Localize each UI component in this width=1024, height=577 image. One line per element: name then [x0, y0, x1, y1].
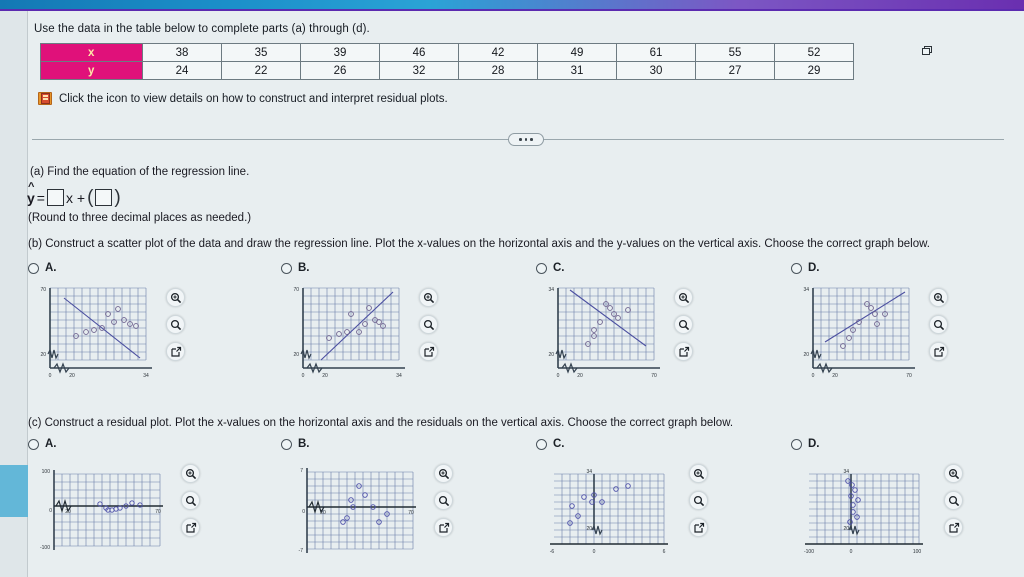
svg-text:6: 6	[662, 549, 666, 555]
radio-part-b-d[interactable]	[791, 263, 802, 274]
part-b-choice-b[interactable]	[281, 262, 438, 379]
radio-part-c-d[interactable]	[791, 439, 802, 450]
part-c-graph-a[interactable]	[28, 460, 173, 560]
cell-y-8: 29	[775, 62, 854, 80]
part-b-c-tools	[674, 288, 693, 361]
zoom-in-icon[interactable]	[944, 464, 963, 483]
svg-text:20: 20	[40, 352, 46, 358]
zoom-out-icon[interactable]	[929, 315, 948, 334]
close-paren: )	[114, 187, 121, 208]
part-c-question: (c) Construct a residual plot. Plot the x-values on the horizontal axis and the residuals on the vertical axis. Choose the correct graph below.	[28, 417, 734, 429]
part-c-b-tools	[434, 464, 453, 537]
part-b-choice-a-label: A.	[45, 262, 57, 274]
part-b-a-tools	[166, 288, 185, 361]
svg-text:20: 20	[548, 352, 554, 358]
svg-text:-100: -100	[39, 545, 50, 551]
svg-text:0: 0	[302, 509, 305, 515]
cell-y-7: 27	[696, 62, 775, 80]
zoom-in-icon[interactable]	[419, 288, 438, 307]
intercept-input[interactable]	[95, 189, 112, 206]
zoom-out-icon[interactable]	[674, 315, 693, 334]
part-b-graph-d[interactable]	[791, 284, 921, 379]
part-b-choice-c[interactable]	[536, 262, 693, 379]
book-icon[interactable]	[38, 92, 52, 105]
cell-x-3: 46	[380, 44, 459, 62]
cell-y-4: 28	[459, 62, 538, 80]
svg-text:20: 20	[832, 373, 838, 379]
svg-text:70: 70	[651, 373, 657, 379]
svg-text:70: 70	[293, 287, 299, 293]
zoom-out-icon[interactable]	[181, 491, 200, 510]
part-c-choice-c-label: C.	[553, 438, 565, 450]
cell-y-2: 26	[301, 62, 380, 80]
part-c-choice-a-label: A.	[45, 438, 57, 450]
part-c-a-tools	[181, 464, 200, 537]
zoom-out-icon[interactable]	[166, 315, 185, 334]
svg-text:-100: -100	[803, 549, 815, 555]
part-b-choice-d-label: D.	[808, 262, 820, 274]
cell-x-7: 55	[696, 44, 775, 62]
table-row-y	[41, 62, 854, 80]
intro-text: Use the data in the table below to complete parts (a) through (d).	[34, 23, 370, 35]
svg-text:100: 100	[41, 469, 50, 475]
svg-text:34: 34	[143, 373, 149, 379]
svg-text:20: 20	[320, 510, 326, 516]
part-c-d-tools	[944, 464, 963, 537]
part-c-choice-b-label: B.	[298, 438, 310, 450]
part-b-question: (b) Construct a scatter plot of the data and draw the regression line. Plot the x-values on the horizontal axis and the y-values on the vertical axis. Choose the correct graph below.	[28, 238, 930, 250]
cell-x-5: 49	[538, 44, 617, 62]
svg-text:20: 20	[69, 373, 75, 379]
equals-sign: =	[36, 189, 45, 206]
svg-text:20: 20	[293, 352, 299, 358]
more-options-button[interactable]	[508, 133, 544, 146]
svg-text:-7: -7	[298, 548, 303, 554]
residual-help-note[interactable]	[38, 92, 448, 105]
part-b-graph-a[interactable]	[28, 284, 158, 379]
open-in-new-icon[interactable]	[929, 342, 948, 361]
cell-y-6: 30	[617, 62, 696, 80]
zoom-out-icon[interactable]	[944, 491, 963, 510]
table-header-x: x	[41, 44, 143, 62]
cell-x-0: 38	[143, 44, 222, 62]
part-b-choice-b-label: B.	[298, 262, 310, 274]
part-c-graph-b[interactable]	[281, 460, 426, 560]
svg-text:70: 70	[906, 373, 912, 379]
svg-text:34: 34	[396, 373, 402, 379]
left-gutter-highlight	[0, 465, 28, 517]
part-c-choice-a[interactable]	[28, 438, 200, 560]
svg-text:0: 0	[592, 549, 596, 555]
cell-x-4: 42	[459, 44, 538, 62]
table-header-y: y	[41, 62, 143, 80]
part-a-round-note: (Round to three decimal places as needed.)	[28, 212, 252, 224]
part-c-choice-d[interactable]	[791, 438, 963, 560]
slope-input[interactable]	[47, 189, 64, 206]
copy-table-icon[interactable]	[922, 46, 933, 56]
data-table	[40, 43, 854, 80]
svg-text:0: 0	[301, 373, 305, 379]
part-c-graph-c[interactable]	[536, 460, 681, 560]
svg-text:70: 70	[155, 509, 161, 515]
book-note-text: Click the icon to view details on how to construct and interpret residual plots.	[59, 92, 448, 105]
part-b-graph-c[interactable]	[536, 284, 666, 379]
part-b-choice-c-label: C.	[553, 262, 565, 274]
part-b-d-tools	[929, 288, 948, 361]
zoom-in-icon[interactable]	[181, 464, 200, 483]
exercise-content	[28, 11, 1024, 577]
svg-text:20: 20	[577, 373, 583, 379]
svg-text:20: 20	[322, 373, 328, 379]
zoom-out-icon[interactable]	[434, 491, 453, 510]
open-in-new-icon[interactable]	[674, 342, 693, 361]
part-c-choice-c[interactable]	[536, 438, 708, 560]
cell-x-6: 61	[617, 44, 696, 62]
part-c-c-tools	[689, 464, 708, 537]
svg-text:0: 0	[556, 373, 560, 379]
svg-text:20: 20	[843, 526, 849, 532]
radio-part-b-c[interactable]	[536, 263, 547, 274]
svg-text:70: 70	[408, 510, 414, 516]
svg-text:20: 20	[586, 526, 592, 532]
zoom-in-icon[interactable]	[674, 288, 693, 307]
svg-text:0: 0	[811, 373, 815, 379]
cell-y-5: 31	[538, 62, 617, 80]
part-b-choice-a[interactable]	[28, 262, 185, 379]
table-row-x	[41, 44, 854, 62]
zoom-in-icon[interactable]	[434, 464, 453, 483]
cell-y-1: 22	[222, 62, 301, 80]
svg-text:-6: -6	[549, 549, 555, 555]
zoom-in-icon[interactable]	[689, 464, 708, 483]
radio-part-b-b[interactable]	[281, 263, 292, 274]
svg-text:20: 20	[65, 509, 71, 515]
part-c-choice-b[interactable]	[281, 438, 453, 560]
svg-text:34: 34	[548, 287, 554, 293]
part-a-answer-formula	[27, 189, 121, 206]
part-c-choice-d-label: D.	[808, 438, 820, 450]
y-hat-symbol: ^ y	[27, 190, 35, 206]
open-in-new-icon[interactable]	[944, 518, 963, 537]
zoom-in-icon[interactable]	[929, 288, 948, 307]
svg-text:100: 100	[912, 549, 922, 555]
open-paren: (	[87, 187, 94, 208]
part-b-b-tools	[419, 288, 438, 361]
svg-text:34: 34	[843, 469, 849, 475]
zoom-out-icon[interactable]	[419, 315, 438, 334]
part-c-graph-d[interactable]	[791, 460, 936, 560]
svg-text:0: 0	[849, 549, 853, 555]
svg-text:20: 20	[803, 352, 809, 358]
part-b-choice-d[interactable]	[791, 262, 948, 379]
open-in-new-icon[interactable]	[181, 518, 200, 537]
part-a-question: (a) Find the equation of the regression line.	[30, 166, 250, 178]
radio-part-c-b[interactable]	[281, 439, 292, 450]
svg-text:0: 0	[48, 373, 52, 379]
part-b-graph-b[interactable]	[281, 284, 411, 379]
open-in-new-icon[interactable]	[434, 518, 453, 537]
svg-text:7: 7	[300, 468, 303, 474]
svg-text:34: 34	[803, 287, 809, 293]
radio-part-b-a[interactable]	[28, 263, 39, 274]
open-in-new-icon[interactable]	[166, 342, 185, 361]
browser-accent-bar	[0, 0, 1024, 9]
cell-y-0: 24	[143, 62, 222, 80]
cell-x-1: 35	[222, 44, 301, 62]
svg-text:34: 34	[586, 469, 592, 475]
cell-x-8: 52	[775, 44, 854, 62]
open-in-new-icon[interactable]	[419, 342, 438, 361]
cell-y-3: 32	[380, 62, 459, 80]
zoom-out-icon[interactable]	[689, 491, 708, 510]
cell-x-2: 39	[301, 44, 380, 62]
svg-text:70: 70	[40, 287, 46, 293]
radio-part-c-c[interactable]	[536, 439, 547, 450]
x-plus-text: x +	[65, 189, 86, 206]
zoom-in-icon[interactable]	[166, 288, 185, 307]
open-in-new-icon[interactable]	[689, 518, 708, 537]
radio-part-c-a[interactable]	[28, 439, 39, 450]
svg-text:0: 0	[49, 508, 52, 514]
